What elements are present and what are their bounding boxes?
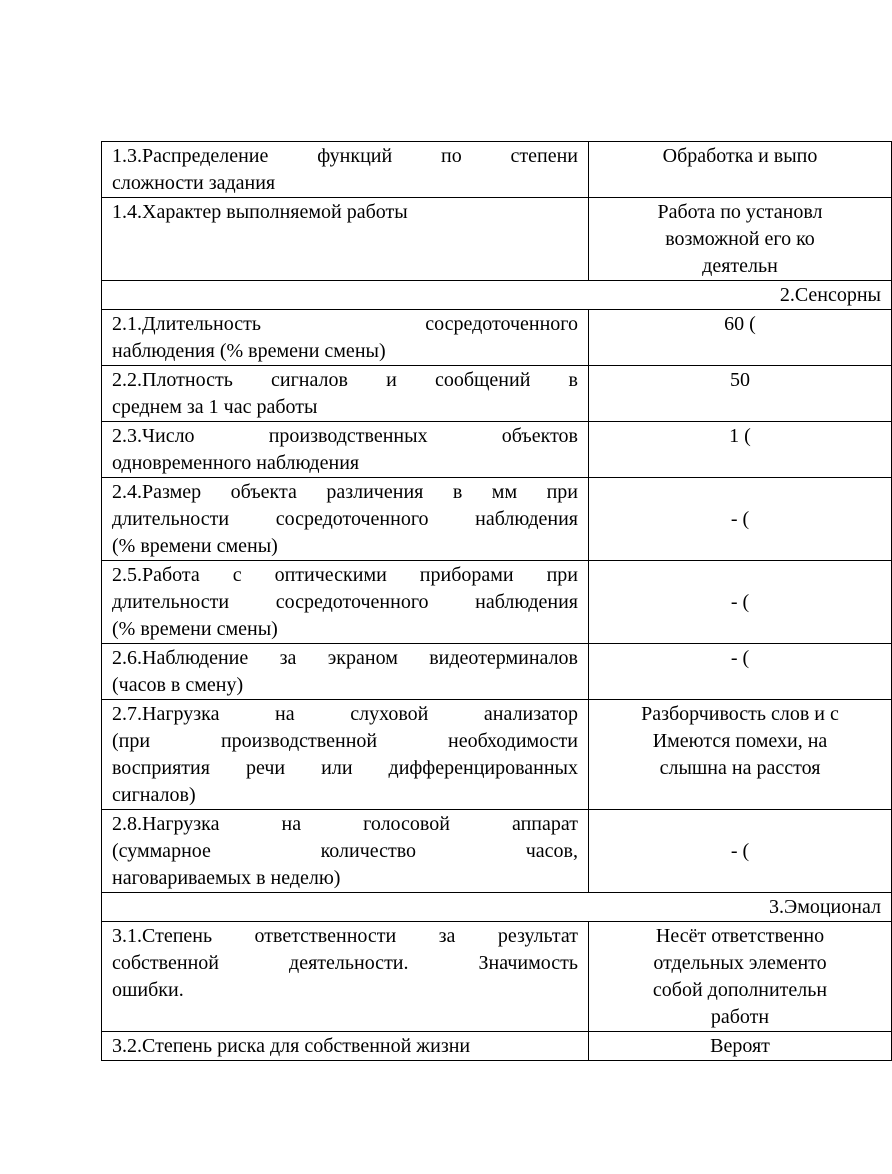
parameter-text-line: сложности задания [112,172,276,194]
value-text-line: собой дополнительн [652,979,828,1001]
parameter-text-line: восприятия речи или дифференцированных [112,757,578,779]
parameter-cell [102,366,589,422]
parameter-cell [102,644,589,700]
parameter-text-line: 3.1.Степень ответственности за результат [112,925,578,947]
table-row [102,310,892,366]
value-text-line: - ( [730,840,750,862]
value-text-line: - ( [730,647,750,669]
parameter-text-line: (% времени смены) [112,535,278,557]
parameter-text-line: собственной деятельности. Значимость [112,952,578,974]
table-row [102,142,892,198]
ergonomics-table [101,141,892,1061]
value-text-line: 1 ( [729,425,751,447]
value-text-line: 50 [730,369,750,391]
parameter-text-line: 2.5.Работа с оптическими приборами при [112,564,578,586]
parameter-cell [102,922,589,1032]
value-text-line [599,562,881,589]
parameter-text-line: 2.8.Нагрузка на голосовой аппарат [112,813,578,835]
value-cell [589,366,892,422]
value-text-line: Обработка и выпо [662,145,818,167]
value-text-line: Работа по установл [657,201,823,223]
parameter-text-line: (% времени смены) [112,618,278,640]
parameter-cell [102,422,589,478]
parameter-text-line: одновременного наблюдения [112,452,360,474]
parameter-text-line: наговариваемых в неделю) [112,867,341,889]
value-text-line: деятельн [702,255,778,277]
value-cell [589,142,892,198]
parameter-text-line: длительности сосредоточенного наблюдения [112,508,578,530]
parameter-text-line: 2.2.Плотность сигналов и сообщений в [112,369,578,391]
parameter-text-line: наблюдения (% времени смены) [112,340,386,362]
value-text-line: - ( [730,508,750,530]
value-text-line: Несёт ответственно [655,925,825,947]
value-cell [589,422,892,478]
value-text-line [599,811,881,838]
parameter-cell [102,478,589,561]
value-cell [589,310,892,366]
parameter-text-line: 2.6.Наблюдение за экраном видеотерминалов [112,647,578,669]
parameter-text-line: 3.2.Степень риска для собственной жизни [112,1035,471,1057]
value-text-line: Разборчивость слов и с [641,703,839,725]
parameter-text-line: 2.7.Нагрузка на слуховой анализатор [112,703,578,725]
value-cell [589,478,892,561]
parameter-cell [102,700,589,810]
value-cell [589,644,892,700]
value-text-line [599,479,881,506]
parameter-cell [102,561,589,644]
section-row [102,281,892,310]
section-heading: 3.Эмоционал [102,893,892,922]
value-cell [589,810,892,893]
section-row [102,893,892,922]
table-row [102,478,892,561]
table-row [102,422,892,478]
table-row [102,366,892,422]
parameter-text-line: 2.4.Размер объекта различения в мм при [112,481,578,503]
value-cell [589,700,892,810]
parameter-text-line: 2.3.Число производственных объектов [112,425,578,447]
parameter-text-line: ошибки. [112,979,184,1001]
parameter-cell [102,310,589,366]
value-cell [589,561,892,644]
value-text-line: отдельных элементо [653,952,827,974]
parameter-cell [102,142,589,198]
table-row [102,1032,892,1061]
parameter-text-line: (суммарное количество часов, [112,840,578,862]
parameter-text-line: 1.4.Характер выполняемой работы [112,201,408,223]
parameter-cell [102,198,589,281]
table-row [102,700,892,810]
value-text-line: 60 ( [724,313,756,335]
value-cell [589,198,892,281]
parameter-text-line: длительности сосредоточенного наблюдения [112,591,578,613]
table-row [102,561,892,644]
parameter-text-line: (часов в смену) [112,674,244,696]
table-row [102,198,892,281]
parameter-text-line: (при производственной необходимости [112,730,578,752]
parameter-text-line: 2.1.Длительность сосредоточенного [112,313,578,335]
section-heading: 2.Сенсорны [102,281,892,310]
value-text-line: Вероят [710,1035,770,1057]
value-text-line: - ( [730,591,750,613]
table-row [102,644,892,700]
value-text-line: слышна на расстоя [659,757,821,779]
parameter-cell [102,810,589,893]
parameter-text-line: среднем за 1 час работы [112,396,318,418]
parameter-text-line: сигналов) [112,784,196,806]
value-text-line: работн [710,1006,770,1028]
table-row [102,922,892,1032]
parameter-cell [102,1032,589,1061]
value-cell [589,1032,892,1061]
table-row [102,810,892,893]
value-text-line: Имеются помехи, на [652,730,828,752]
parameter-text-line: 1.3.Распределение функций по степени [112,145,578,167]
value-text-line: возможной его ко [665,228,815,250]
value-cell [589,922,892,1032]
